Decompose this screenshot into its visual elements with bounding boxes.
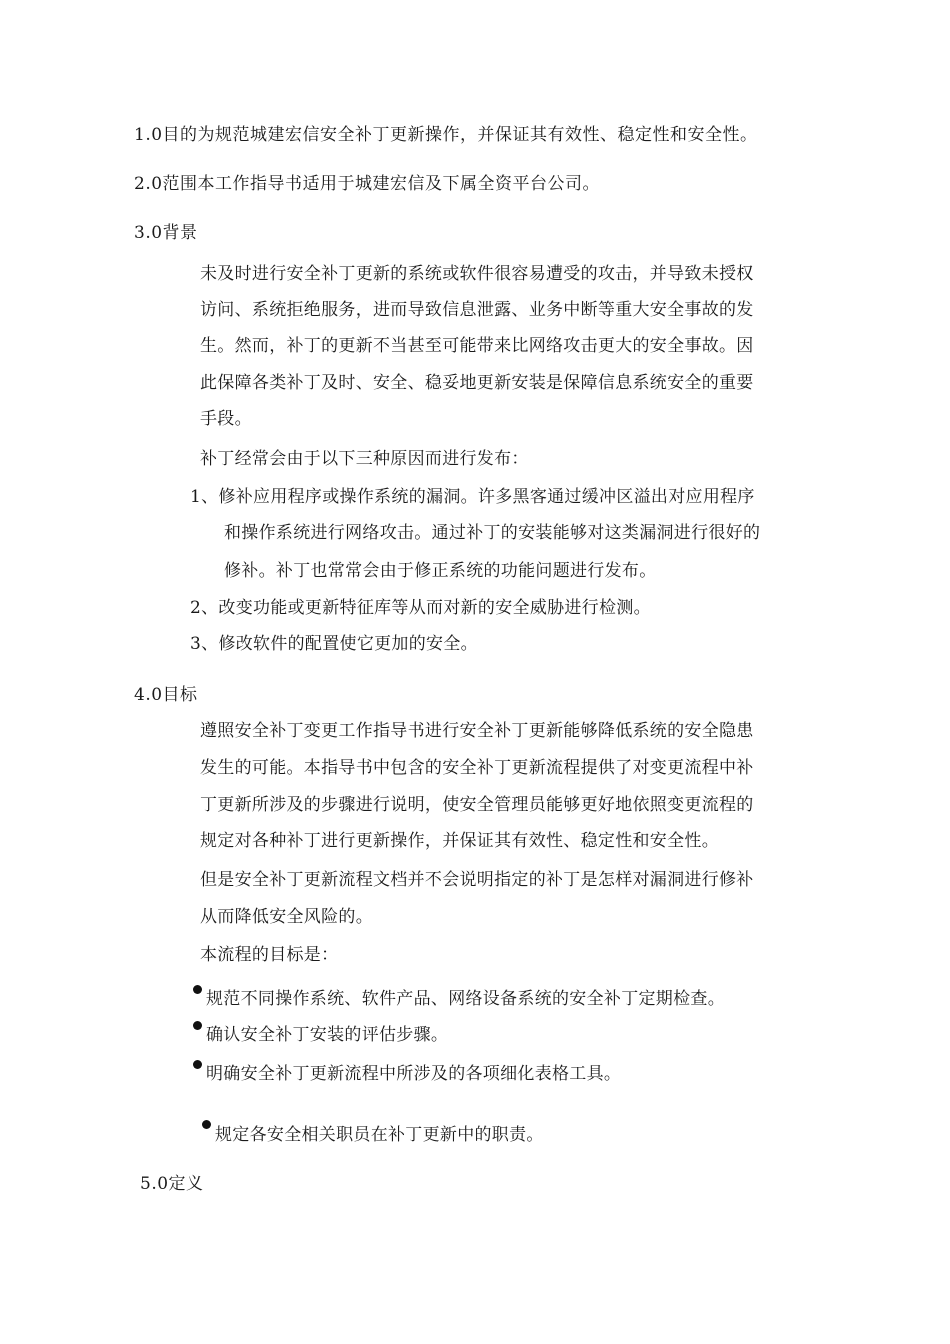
goal-bullet-item: 确认安全补丁安装的评估步骤。	[206, 1025, 449, 1045]
goal-paragraph-line: 规定对各种补丁进行更新操作，并保证其有效性、稳定性和安全性。	[200, 831, 719, 851]
release-reasons-intro: 补丁经常会由于以下三种原因而进行发布：	[200, 449, 529, 469]
section-3-heading: 3.0背景	[134, 223, 198, 243]
goal-bullet-item: 规范不同操作系统、软件产品、网络设备系统的安全补丁定期检查。	[206, 989, 725, 1009]
background-paragraph-line: 未及时进行安全补丁更新的系统或软件很容易遭受的攻击，并导致未授权	[200, 264, 754, 284]
goal-paragraph-line: 遵照安全补丁变更工作指导书进行安全补丁更新能够降低系统的安全隐患	[200, 721, 754, 741]
reason-item-3: 3、修改软件的配置使它更加的安全。	[190, 634, 478, 654]
background-paragraph-line: 手段。	[200, 409, 252, 429]
background-paragraph-line: 访问、系统拒绝服务，进而导致信息泄露、业务中断等重大安全事故的发	[200, 300, 754, 320]
reason-item-1-line: 1、修补应用程序或操作系统的漏洞。许多黑客通过缓冲区溢出对应用程序	[190, 487, 755, 507]
section-5-heading: 5.0定义	[140, 1174, 204, 1194]
goal-list-intro: 本流程的目标是：	[200, 945, 339, 965]
bullet-icon	[193, 985, 202, 994]
section-4-heading: 4.0目标	[134, 685, 198, 705]
goal-bullet-item: 明确安全补丁更新流程中所涉及的各项细化表格工具。	[206, 1064, 622, 1084]
section-1-heading: 1.0目的为规范城建宏信安全补丁更新操作，并保证其有效性、稳定性和安全性。	[134, 125, 758, 145]
goal-bullet-item: 规定各安全相关职员在补丁更新中的职责。	[215, 1125, 544, 1145]
bullet-icon	[202, 1120, 211, 1129]
bullet-icon	[193, 1060, 202, 1069]
section-2-heading: 2.0范围本工作指导书适用于城建宏信及下属全资平台公司。	[134, 174, 601, 194]
background-paragraph-line: 生。然而，补丁的更新不当甚至可能带来比网络攻击更大的安全事故。因	[200, 336, 754, 356]
reason-item-1-line: 和操作系统进行网络攻击。通过补丁的安装能够对这类漏洞进行很好的	[224, 523, 761, 543]
goal-paragraph-line: 丁更新所涉及的步骤进行说明，使安全管理员能够更好地依照变更流程的	[200, 795, 754, 815]
reason-item-1-line: 修补。补丁也常常会由于修正系统的功能问题进行发布。	[224, 561, 657, 581]
goal-paragraph-line: 发生的可能。本指导书中包含的安全补丁更新流程提供了对变更流程中补	[200, 758, 754, 778]
reason-item-2: 2、改变功能或更新特征库等从而对新的安全威胁进行检测。	[190, 598, 651, 618]
goal-note-line: 从而降低安全风险的。	[200, 907, 373, 927]
bullet-icon	[193, 1021, 202, 1030]
background-paragraph-line: 此保障各类补丁及时、安全、稳妥地更新安装是保障信息系统安全的重要	[200, 373, 754, 393]
goal-note-line: 但是安全补丁更新流程文档并不会说明指定的补丁是怎样对漏洞进行修补	[200, 870, 754, 890]
